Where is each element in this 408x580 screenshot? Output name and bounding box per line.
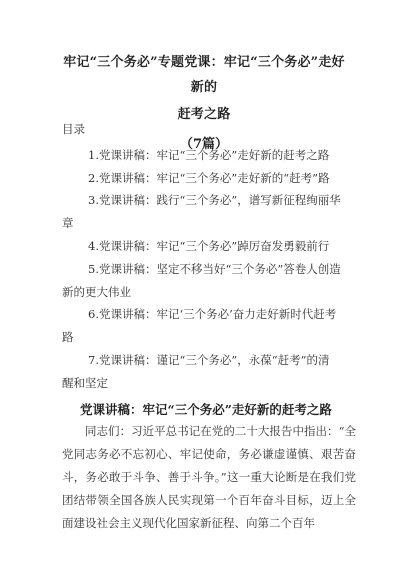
toc-item-text: 5.党课讲稿：坚定不移当好“三个务必”答卷人创造	[88, 261, 341, 276]
article-count: （7篇）	[179, 137, 229, 152]
toc-item-text: 4.党课讲稿：牢记“三个务必”踔厉奋发勇毅前行	[88, 238, 330, 253]
document-title-line1: 牢记“三个务必”专题党课：牢记“三个务必”走好新的	[63, 55, 345, 95]
toc-item-text: 3.党课讲稿：践行“三个务必”，谱写新征程绚丽华	[88, 193, 341, 208]
toc-item	[88, 235, 354, 258]
toc-item	[62, 189, 354, 235]
toc-item-text: 2.党课讲稿：牢记“三个务必”走好新的“赶考”路	[88, 170, 330, 185]
document-title-line2: 赶考之路	[177, 107, 231, 122]
toc-list	[62, 144, 354, 395]
toc-item	[62, 258, 354, 304]
toc-label: 目录	[62, 122, 85, 136]
toc-item	[62, 303, 354, 349]
toc-item-text: 6.党课讲稿：牢记‘三个务必’奋力走好新时代赶考	[88, 307, 337, 322]
section-title: 党课讲稿：牢记“三个务必”走好新的赶考之路	[80, 402, 332, 417]
toc-item	[62, 349, 354, 395]
body-paragraph: 同志们：习近平总书记在党的二十大报告中指出：“全党同志务必不忘初心、牢记使命，务必谦虚谨慎、艰苦奋斗，务必敢于斗争、善于斗争。”这一重大论断是在我们党团结带领全国各族人民实现第一个百年奋斗目标，迈上全面建设社会主义现代化国家新征程、向第二个百年	[62, 424, 356, 530]
table-of-contents	[62, 118, 354, 395]
toc-item	[88, 167, 354, 190]
toc-item-text: 7.党课讲稿：谨记“三个务必”，永葆“赶考”的清	[88, 352, 330, 367]
toc-item-continuation: 新的更大伟业	[62, 284, 131, 299]
toc-item-continuation: 章	[62, 216, 74, 231]
toc-item-continuation: 路	[62, 330, 74, 345]
toc-item-text: 1.党课讲稿：牢记“三个务必”走好新的赶考之路	[88, 147, 330, 162]
toc-item-continuation: 醒和坚定	[62, 375, 108, 390]
toc-item	[88, 144, 354, 167]
